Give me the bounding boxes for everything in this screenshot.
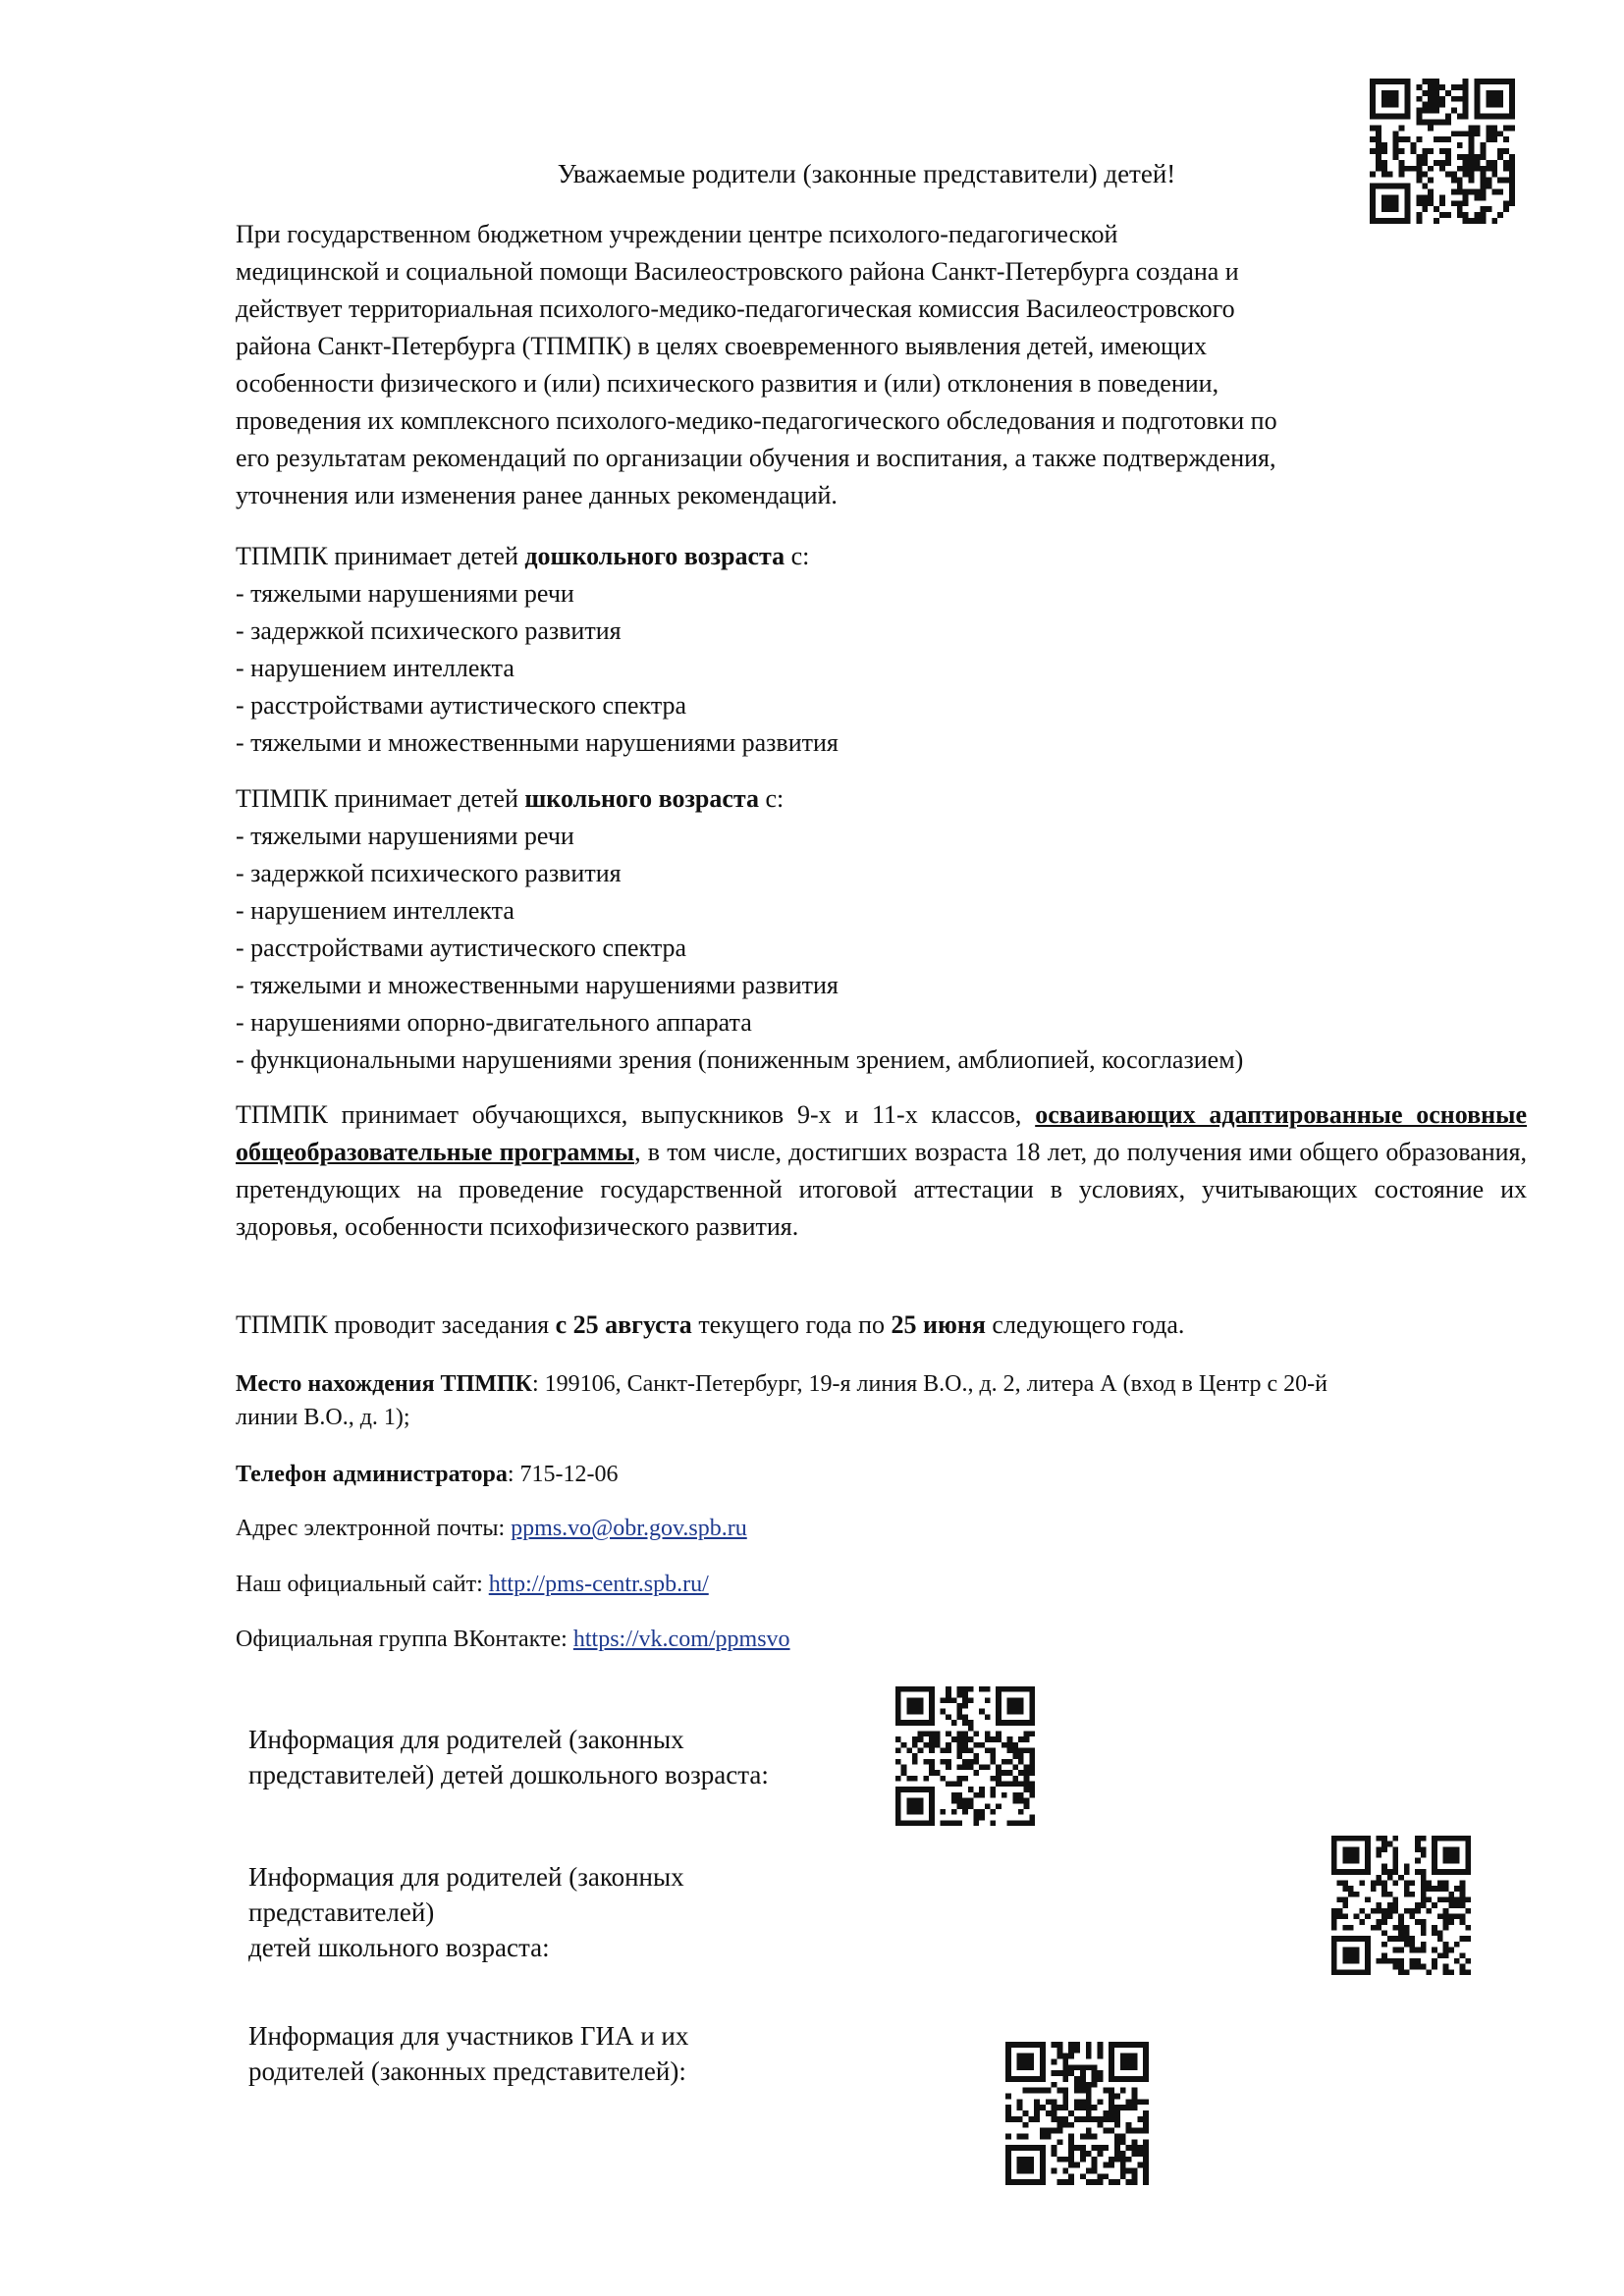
qr-modules [1370, 79, 1515, 224]
intro-line: его результатам рекомендаций по организации обучения и воспитания, а также подтверждения, [236, 444, 1276, 472]
info-school-line: детей школьного возраста: [248, 1933, 550, 1962]
list-item: - нарушением интеллекта [236, 654, 514, 682]
school-lead-bold: школьного возраста [524, 784, 759, 813]
intro-paragraph [236, 216, 1527, 514]
list-item: - задержкой психического развития [236, 616, 622, 645]
info-gia [248, 2018, 688, 2089]
list-item: - тяжелыми и множественными нарушениями развития [236, 971, 839, 999]
info-gia-line: родителей (законных представителей): [248, 2056, 686, 2086]
site-label: Наш официальный сайт: [236, 1572, 489, 1597]
qr-modules [895, 1686, 1035, 1826]
phone-line [236, 1458, 1527, 1491]
graduates-text-1: ТПМПК принимает обучающихся, выпускников 9-х и 11-х классов, [236, 1100, 1036, 1129]
vk-line [236, 1623, 1527, 1656]
phone-label: Телефон администратора [236, 1462, 508, 1487]
school-section [236, 780, 1527, 1079]
qr-pattern [1331, 1836, 1471, 1975]
preschool-section [236, 538, 1527, 762]
intro-line: уточнения или изменения ранее данных рекомендаций. [236, 481, 838, 509]
intro-line: При государственном бюджетном учреждении центре психолого-педагогической [236, 220, 1118, 248]
qr-pattern [895, 1686, 1035, 1826]
schedule-start-date: с 25 августа [555, 1310, 692, 1339]
list-item: - нарушениями опорно-двигательного аппарата [236, 1008, 752, 1037]
school-lead [236, 780, 1527, 818]
qr-pattern [1370, 79, 1515, 224]
vk-label: Официальная группа ВКонтакте: [236, 1627, 573, 1652]
intro-line: медицинской и социальной помощи Василеостровского района Санкт-Петербурга создана и [236, 257, 1239, 286]
schedule-line [236, 1307, 1527, 1344]
qr-pattern [1005, 2042, 1149, 2185]
info-school-line: Информация для родителей (законных [248, 1862, 684, 1892]
info-gia-line: Информация для участников ГИА и их [248, 2021, 689, 2051]
school-lead-suffix: с: [758, 784, 785, 813]
info-preschool-line: представителей) детей дошкольного возраста: [248, 1760, 769, 1789]
list-item: - функциональными нарушениями зрения (пониженным зрением, амблиопией, косоглазием) [236, 1045, 1244, 1074]
intro-line: района Санкт-Петербурга (ТПМПК) в целях своевременного выявления детей, имеющих [236, 332, 1207, 360]
list-item: - расстройствами аутистического спектра [236, 691, 687, 720]
list-item: - тяжелыми нарушениями речи [236, 579, 574, 608]
schedule-prefix: ТПМПК проводит заседания [236, 1310, 556, 1339]
qr-modules [1331, 1836, 1471, 1975]
list-item: - задержкой психического развития [236, 859, 622, 887]
phone-value: : 715-12-06 [507, 1462, 619, 1487]
vk-link[interactable]: https://vk.com/ppmsvo [572, 1627, 790, 1652]
list-item: - расстройствами аутистического спектра [236, 934, 687, 962]
preschool-lead-prefix: ТПМПК принимает детей [236, 542, 525, 570]
info-school-line: представителей) [248, 1897, 435, 1927]
school-lead-prefix: ТПМПК принимает детей [236, 784, 525, 813]
info-preschool-line: Информация для родителей (законных [248, 1725, 684, 1754]
info-preschool [248, 1722, 769, 1792]
location-line-1 [236, 1367, 1527, 1401]
qr-code-top [1370, 79, 1515, 224]
location-address: : 199106, Санкт-Петербург, 19-я линия В.О., д. 2, литера А (вход в Центр с 20-й [531, 1371, 1327, 1397]
schedule-end-date: 25 июня [891, 1310, 986, 1339]
email-label: Адрес электронной почты: [236, 1516, 512, 1541]
location-line-2: линии В.О., д. 1); [236, 1405, 410, 1430]
site-line [236, 1568, 1527, 1601]
qr-modules [1005, 2042, 1149, 2185]
graduates-paragraph [236, 1096, 1527, 1246]
list-item: - тяжелыми нарушениями речи [236, 822, 574, 850]
email-line [236, 1512, 1527, 1545]
schedule-suffix: следующего года. [985, 1310, 1185, 1339]
qr-code-gia [1005, 2042, 1149, 2185]
graduates-emphasis: осваивающих адаптированные основные общеобразовательные программы [236, 1100, 1528, 1166]
graduates-text-2: , в том числе, достигших возраста 18 лет, до получения ими общего образования, претендующих на проведение государственной итоговой аттестации в условиях, учитывающих состояние их здоровья, особенности психофизического развития. [236, 1138, 1527, 1241]
preschool-lead [236, 538, 1527, 575]
schedule-middle: текущего года по [691, 1310, 892, 1339]
list-item: - нарушением интеллекта [236, 896, 514, 925]
site-link[interactable]: http://pms-centr.spb.ru/ [488, 1572, 709, 1597]
intro-line: особенности физического и (или) психического развития и (или) отклонения в поведении, [236, 369, 1219, 398]
location-block [236, 1367, 1527, 1434]
location-label: Место нахождения ТПМПК [236, 1371, 532, 1397]
email-link[interactable]: ppms.vo@obr.gov.spb.ru [511, 1516, 747, 1541]
page-title: Уважаемые родители (законные представители) детей! [557, 159, 1176, 188]
qr-code-school [1331, 1836, 1471, 1975]
list-item: - тяжелыми и множественными нарушениями развития [236, 728, 839, 757]
info-school [248, 1859, 684, 1965]
preschool-lead-bold: дошкольного возраста [524, 542, 785, 570]
preschool-lead-suffix: с: [785, 542, 810, 570]
intro-line: проведения их комплексного психолого-медико-педагогического обследования и подготовки по [236, 406, 1277, 435]
qr-code-preschool [895, 1686, 1035, 1826]
intro-line: действует территориальная психолого-медико-педагогическая комиссия Василеостровского [236, 294, 1235, 323]
